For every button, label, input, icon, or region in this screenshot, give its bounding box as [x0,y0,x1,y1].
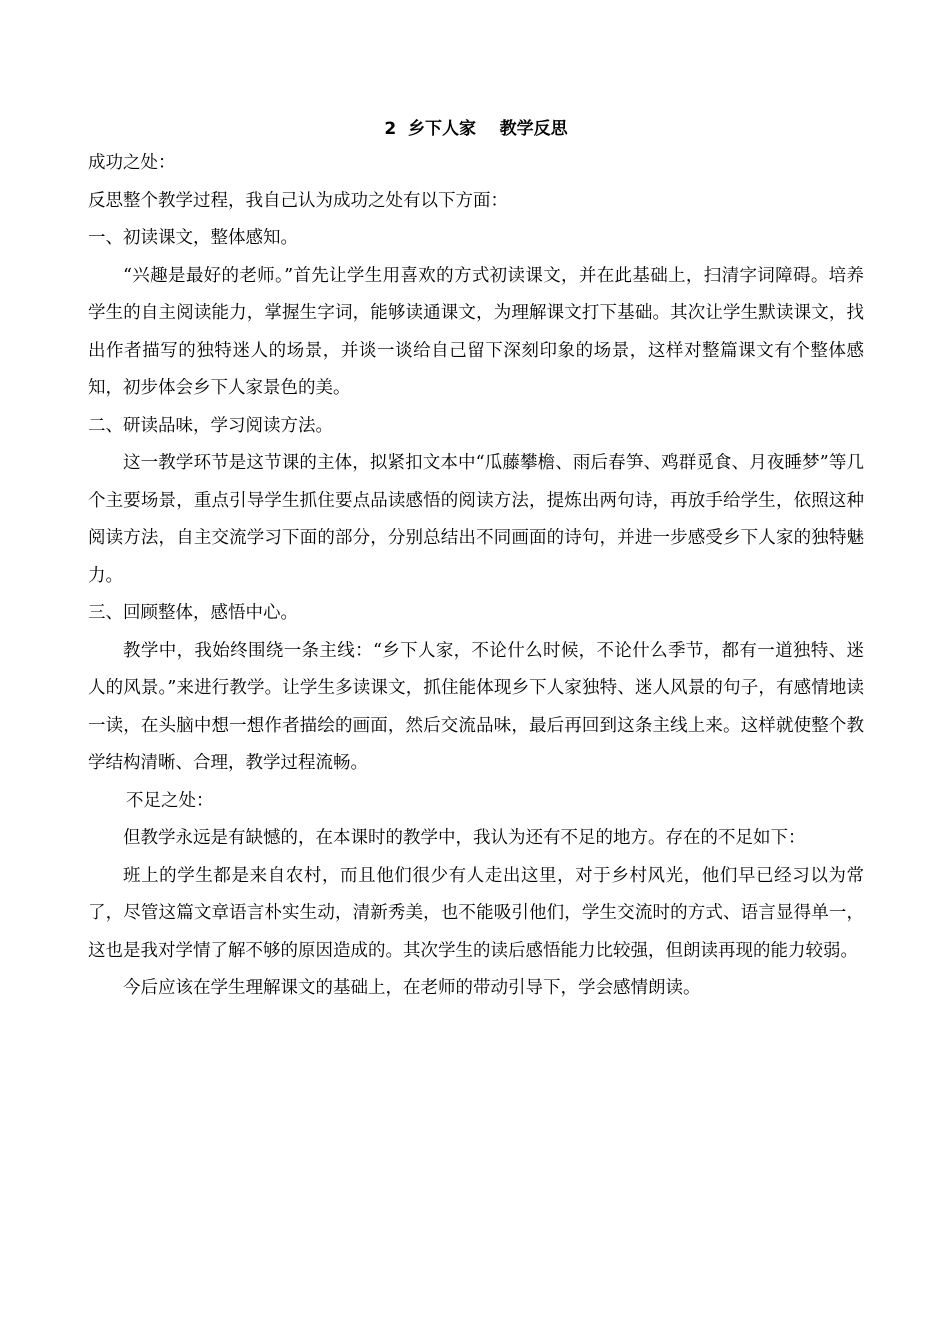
success-heading: 成功之处： [88,153,176,173]
page-title: 2 乡下人家 教学反思 [384,119,568,139]
shortcoming-paragraph: 班上的学生都是来自农村，而且他们很少有人走出这里，对于乡村风光，他们早已经习以为常了，尽管这篇文章语言朴实生动，清新秀美，也不能吸引他们，学生交流时的方式、语言显得单一，这也是我对学情了解不够的原因造成的。其次学生的读后感悟能力比较强，但朗读再现的能力较弱。 [88,865,864,961]
section3-heading: 三、回顾整体，感悟中心。 [88,603,298,623]
shortcoming-heading: 不足之处： [126,790,214,811]
future-paragraph: 今后应该在学生理解课文的基础上，在老师的带动引导下，学会感情朗读。 [123,978,701,998]
section1-paragraph: “兴趣是最好的老师。”首先让学生用喜欢的方式初读课文，并在此基础上，扫清字词障碍。培养学生的自主阅读能力，掌握生字词，能够读通课文，为理解课文打下基础。其次让学生默读课文，找出作者描写的独特迷人的场景，并谈一谈给自己留下深刻印象的场景，这样对整篇课文有个整体感知，初步体会乡下人家景色的美。 [88,265,864,398]
document-page [88,113,864,1008]
section1-heading: 一、初读课文，整体感知。 [88,228,298,248]
shortcoming-intro: 但教学永远是有缺憾的，在本课时的教学中，我认为还有不足的地方。存在的不足如下： [123,828,806,848]
section3-paragraph: 教学中，我始终围绕一条主线：“乡下人家，不论什么时候，不论什么季节，都有一道独特、迷人的风景。”来进行教学。让学生多读课文，抓住能体现乡下人家独特、迷人风景的句子，有感情地读一读，在头脑中想一想作者描绘的画面，然后交流品味，最后再回到这条主线上来。这样就使整个教学结构清晰、合理，教学过程流畅。 [88,640,864,773]
section2-paragraph: 这一教学环节是这节课的主体，拟紧扣文本中“瓜藤攀檐、雨后春笋、鸡群觅食、月夜睡梦”等几个主要场景，重点引导学生抓住要点品读感悟的阅读方法，提炼出两句诗，再放手给学生，依照这种阅读方法，自主交流学习下面的部分，分别总结出不同画面的诗句，并进一步感受乡下人家的独特魅力。 [88,453,864,586]
section2-heading: 二、研读品味，学习阅读方法。 [88,415,333,436]
intro-line: 反思整个教学过程，我自己认为成功之处有以下方面： [88,190,508,211]
